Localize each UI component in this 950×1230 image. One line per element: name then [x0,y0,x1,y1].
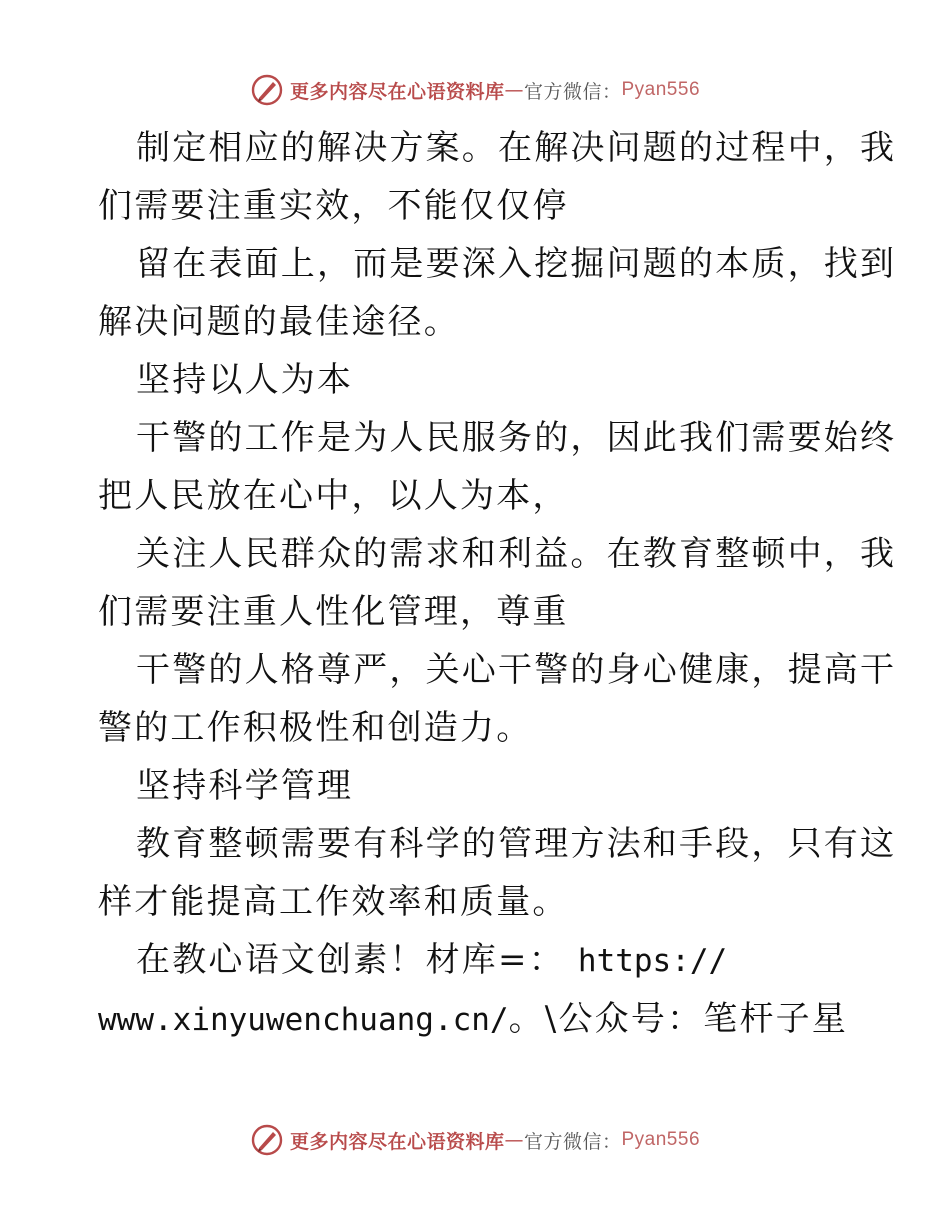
closing-url-part-1[interactable]: https:// [577,943,728,979]
paragraph-1-line-2: 们需要注重实效，不能仅仅停 [98,186,569,226]
section-heading-people-first: 坚持以人为本 [136,360,354,400]
paragraph-6-line-2: 样才能提高工作效率和质量。 [98,882,569,922]
footer-main-text: 更多内容尽在心语资料库 [289,1130,505,1153]
footer-separator: — [504,1129,524,1151]
pen-logo-icon [250,73,284,107]
closing-line-2 [98,990,850,1049]
header-text [290,77,700,104]
paragraph-4-line-1: 关注人民群众的需求和利益。在教育整顿中，我 [136,534,897,574]
footer-banner [0,1120,950,1160]
paragraph-1-line-1: 制定相应的解决方案。在解决问题的过程中，我 [136,128,897,168]
footer-text [290,1127,700,1154]
header-separator: — [504,79,524,101]
closing-url-part-2[interactable]: www.xinyuwenchuang.cn/ [98,1002,509,1038]
header-contact-label: 官方微信： [523,80,622,103]
closing-account-text: 。\公众号：笔杆子星 [508,999,849,1039]
header-main-text: 更多内容尽在心语资料库 [289,80,505,103]
paragraph-2-line-2: 解决问题的最佳途径。 [98,302,460,342]
header-banner [0,70,950,110]
paragraph-5-line-1: 干警的人格尊严，关心干警的身心健康，提高干 [136,650,897,690]
closing-text: 在教心语文创素！材库=： [136,940,565,980]
paragraph-4-line-2: 们需要注重人性化管理，尊重 [98,592,569,632]
paragraph-6-line-1: 教育整顿需要有科学的管理方法和手段，只有这 [136,824,897,864]
paragraph-3-line-2: 把人民放在心中，以人为本， [98,476,569,516]
document-body [98,119,897,1049]
section-heading-scientific-management: 坚持科学管理 [136,766,354,806]
paragraph-2-line-1: 留在表面上，而是要深入挖掘问题的本质，找到 [136,244,897,284]
header-contact-id: Pyan556 [621,79,701,100]
footer-contact-id: Pyan556 [621,1129,701,1150]
closing-line-1 [98,931,850,990]
paragraph-3-line-1: 干警的工作是为人民服务的，因此我们需要始终 [136,418,897,458]
paragraph-5-line-2: 警的工作积极性和创造力。 [98,708,533,748]
pen-logo-icon [250,1123,284,1157]
footer-contact-label: 官方微信： [523,1130,622,1153]
